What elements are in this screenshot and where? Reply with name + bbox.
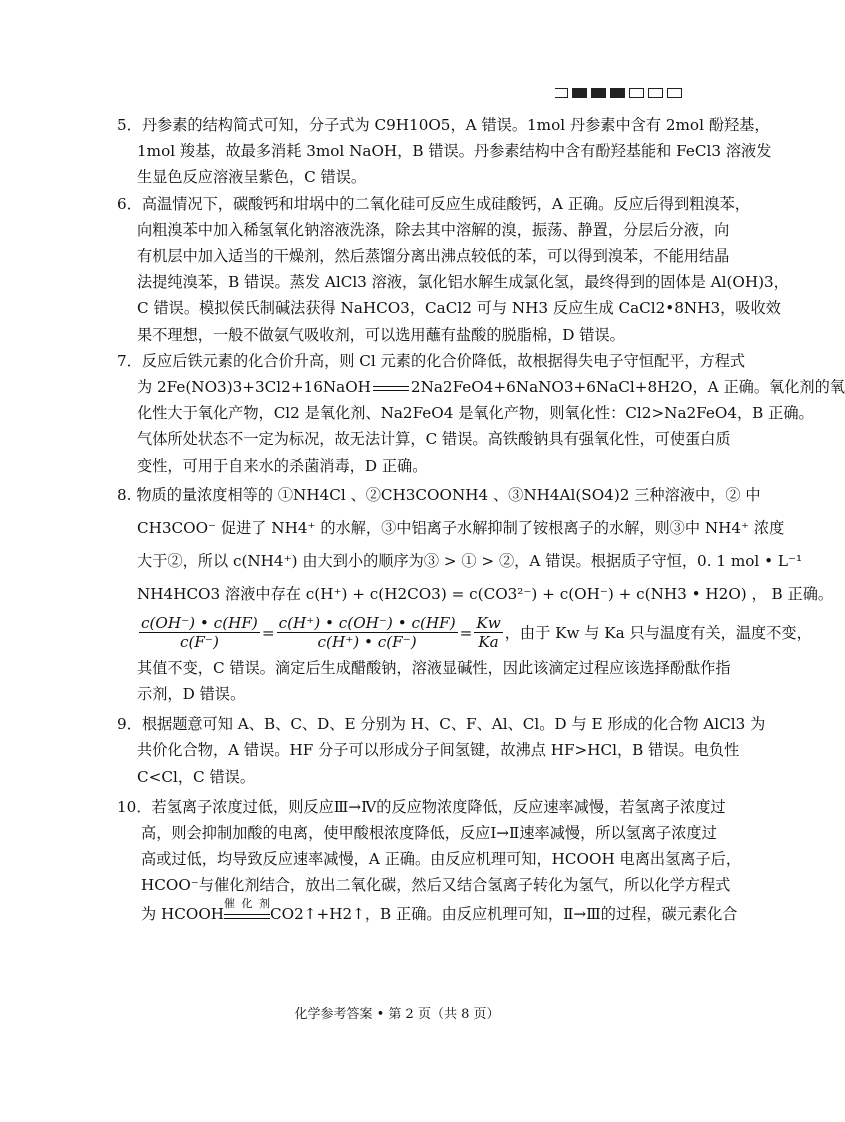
q10-line-4: HCOO⁻与催化剂结合，放出二氧化碳，然后又结合氢离子转化为氢气，所以化学方程式 bbox=[141, 876, 731, 895]
answer-8 bbox=[117, 479, 834, 707]
q10-line-1: 若氢离子浓度过低，则反应Ⅲ→Ⅳ的反应物浓度降低，反应速率减慢，若氢离子浓度过 bbox=[151, 797, 726, 816]
q8-formula-row: $\frac{c(OH^-) • c(HF)}{c(F^-)}$ = $\frac{c(H^+) • c(OH^-) • c(HF)}{c(H^+) • c(F^-)}$ = $\frac{Kw}{Ka}$ ，由于 Kw 与 Ka 只与温度有关，温度不变， bbox=[141, 614, 812, 652]
mark-filled bbox=[591, 88, 606, 98]
q5-line-2: 1mol 羧基，故最多消耗 3mol NaOH，B 错误。丹参素结构中含有酚羟基能和 FeCl3 溶液发 bbox=[137, 142, 772, 161]
q7-line-4: 气体所处状态不一定为标况，故无法计算，C 错误。高铁酸钠具有强氧化性，可使蛋白质 bbox=[137, 430, 731, 449]
q8-line-6: 其值不变，C 错误。滴定后生成醋酸钠，溶液显碱性，因此该滴定过程应该选择酚酞作指 bbox=[137, 658, 731, 677]
mark-filled bbox=[610, 88, 625, 98]
q8-line-7: 示剂，D 错误。 bbox=[137, 685, 246, 704]
fraction-1: $\frac{c(OH^-) • c(HF)}{c(F^-)}$ bbox=[141, 614, 258, 652]
q8-number: 8. bbox=[117, 485, 132, 504]
answer-9 bbox=[117, 711, 766, 790]
answer-5 bbox=[117, 112, 772, 191]
catalyst-label: 催化剂 bbox=[224, 896, 271, 910]
q10-line-5-left: 为 HCOOH bbox=[141, 904, 225, 923]
mark-filled bbox=[572, 88, 587, 98]
q7-number: 7． bbox=[117, 351, 142, 370]
q7-line-3: 化性大于氧化产物，Cl2 是氧化剂、Na2FeO4 是氧化产物，则氧化性：Cl2>Na2FeO4，B 正确。 bbox=[137, 404, 814, 423]
q6-line-6: 果不理想，一般不做氨气吸收剂，可以选用蘸有盐酸的脱脂棉，D 错误。 bbox=[137, 325, 625, 344]
answer-10 bbox=[117, 794, 742, 929]
q10-line-5-right: CO2↑+H2↑，B 正确。由反应机理可知，Ⅱ→Ⅲ的过程，碳元素化合 bbox=[270, 904, 738, 923]
q6-line-1: 高温情况下，碳酸钙和坩埚中的二氧化硅可反应生成硅酸钙，A 正确。反应后得到粗溴苯， bbox=[141, 194, 750, 213]
q8-line-4: NH4HCO3 溶液中存在 c(H⁺) + c(H2CO3) = c(CO3²⁻) + c(OH⁻) + c(NH3 • H2O) ， B 正确。 bbox=[137, 584, 834, 603]
q6-number: 6． bbox=[117, 194, 142, 213]
q6-line-4: 法提纯溴苯，B 错误。蒸发 AlCl3 溶液，氯化铝水解生成氯化氢，最终得到的固体是 Al(OH)3， bbox=[137, 273, 789, 292]
fraction-3: $\frac{Kw}{Ka}$ bbox=[476, 614, 501, 652]
q9-number: 9． bbox=[117, 715, 142, 734]
q10-line-2: 高，则会抑制加酸的电离，使甲酸根浓度降低，反应Ⅰ→Ⅱ速率减慢，所以氢离子浓度过 bbox=[141, 824, 717, 843]
q10-line-3: 高或过低，均导致反应速率减慢，A 正确。由反应机理可知，HCOOH 电离出氢离子后， bbox=[141, 850, 742, 869]
q8-line-3: 大于②，所以 c(NH4⁺) 由大到小的顺序为③ > ① > ②，A 错误。根据质子守恒，0. 1 mol • L⁻¹ bbox=[137, 551, 803, 570]
q9-line-1: 根据题意可知 A、B、C、D、E 分别为 H、C、F、Al、Cl。D 与 E 形成的化合物 AlCl3 为 bbox=[141, 715, 766, 734]
q5-line-1: 丹参素的结构简式可知，分子式为 C9H10O5，A 错误。1mol 丹参素中含有 2mol 酚羟基， bbox=[141, 116, 770, 134]
q8-line-2: CH3COO⁻ 促进了 NH4⁺ 的水解，③中铝离子水解抑制了铵根离子的水解，则③中 NH4⁺ 浓度 bbox=[137, 518, 785, 537]
q7-line-1: 反应后铁元素的化合价升高，则 Cl 元素的化合价降低，故根据得失电子守恒配平，方程式 bbox=[141, 351, 746, 370]
q6-line-2: 向粗溴苯中加入稀氢氧化钠溶液洗涤，除去其中溶解的溴，振荡、静置，分层后分液，向 bbox=[137, 220, 730, 239]
mark-empty bbox=[629, 88, 644, 98]
mark-empty bbox=[648, 88, 663, 98]
q10-number: 10． bbox=[117, 797, 152, 816]
q5-line-3: 生显色反应溶液呈紫色，C 错误。 bbox=[137, 168, 367, 187]
answer-6 bbox=[117, 191, 789, 348]
q7-equation-left: 为 2Fe(NO3)3+3Cl2+16NaOH bbox=[137, 378, 371, 397]
q7-equation-right: 2Na2FeO4+6NaNO3+6NaCl+8H2O，A 正确。氧化剂的氧 bbox=[410, 378, 845, 397]
catalyst-arrow bbox=[224, 896, 271, 926]
q5-number: 5． bbox=[117, 116, 142, 134]
fraction-2: $\frac{c(H^+) • c(OH^-) • c(HF)}{c(H^+) • c(F^-)}$ bbox=[278, 614, 456, 652]
page-footer: 化学参考答案 • 第 2 页（共 8 页） bbox=[294, 1007, 500, 1022]
q8-line-1: 物质的量浓度相等的 ①NH4Cl 、②CH3COONH4 、③NH4Al(SO4)2 三种溶液中，② 中 bbox=[136, 485, 761, 504]
mark-empty bbox=[667, 88, 682, 98]
progress-marks bbox=[555, 88, 682, 98]
equals-double-line bbox=[373, 386, 409, 391]
q8-line-5: ，由于 Kw 与 Ka 只与温度有关，温度不变， bbox=[504, 623, 812, 642]
q6-line-3: 有机层中加入适当的干燥剂，然后蒸馏分离出沸点较低的苯，可以得到溴苯，不能用结晶 bbox=[137, 247, 730, 266]
q7-line-5: 变性，可用于自来水的杀菌消毒，D 正确。 bbox=[137, 456, 428, 475]
mark-open-left bbox=[555, 88, 568, 98]
q6-line-5: C 错误。模拟侯氏制碱法获得 NaHCO3，CaCl2 可与 NH3 反应生成 CaCl2•8NH3，吸收效 bbox=[137, 299, 781, 318]
answer-7 bbox=[117, 348, 845, 479]
q9-line-3: C<Cl，C 错误。 bbox=[137, 767, 256, 786]
q9-line-2: 共价化合物，A 错误。HF 分子可以形成分子间氢键，故沸点 HF>HCl，B 错误。电负性 bbox=[137, 741, 740, 760]
answer-content bbox=[117, 112, 845, 929]
